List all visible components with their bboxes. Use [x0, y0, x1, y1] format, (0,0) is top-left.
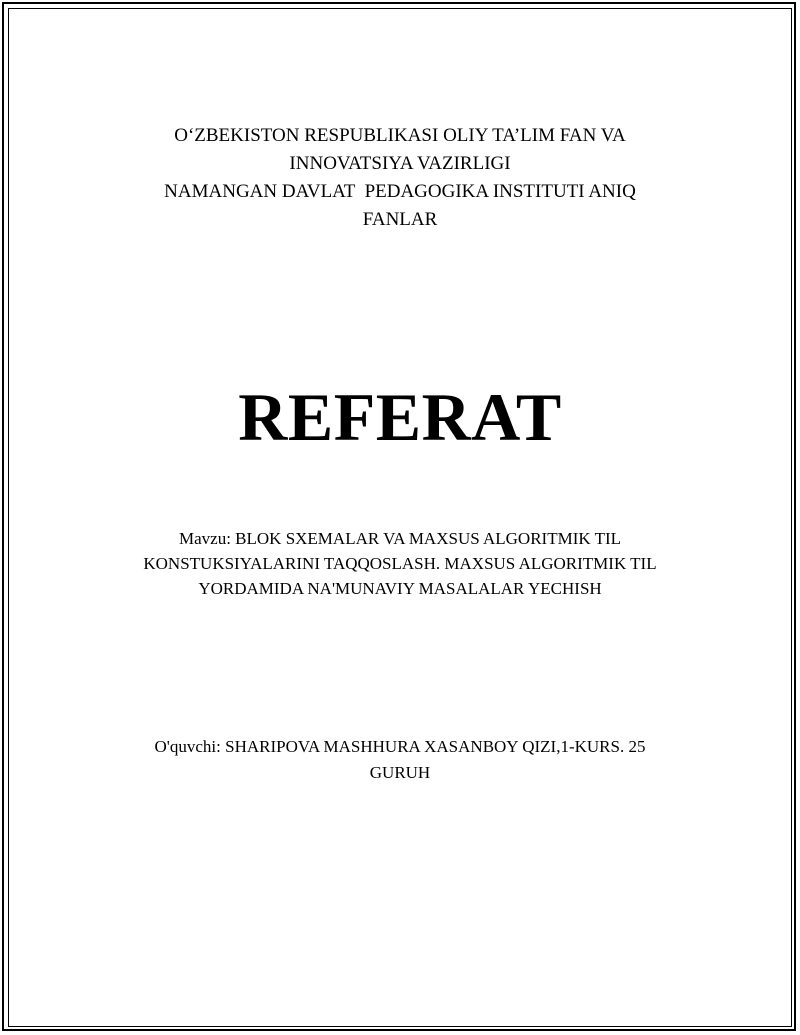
student-block: [100, 734, 700, 786]
topic-block: [100, 526, 700, 601]
header-line: O‘ZBEKISTON RESPUBLIKASI OLIY TA’LIM FAN VA: [174, 125, 626, 146]
student-line: GURUH: [369, 763, 431, 782]
institution-header: [120, 122, 680, 234]
document-title: REFERAT: [238, 379, 562, 455]
topic-line: KONSTUKSIYALARINI TAQQOSLASH. MAXSUS ALGORITMIK TIL: [143, 554, 657, 573]
header-line: INNOVATSIYA VAZIRLIGI: [289, 153, 511, 174]
topic-line: YORDAMIDA NA'MUNAVIY MASALALAR YECHISH: [198, 579, 602, 598]
header-line: FANLAR: [362, 209, 438, 230]
student-line: O'quvchi: SHARIPOVA MASHHURA XASANBOY QIZI,1-KURS. 25: [154, 737, 646, 756]
topic-line: Mavzu: BLOK SXEMALAR VA MAXSUS ALGORITMIK TIL: [178, 529, 622, 548]
header-line: NAMANGAN DAVLAT PEDAGOGIKA INSTITUTI ANIQ: [164, 181, 636, 202]
